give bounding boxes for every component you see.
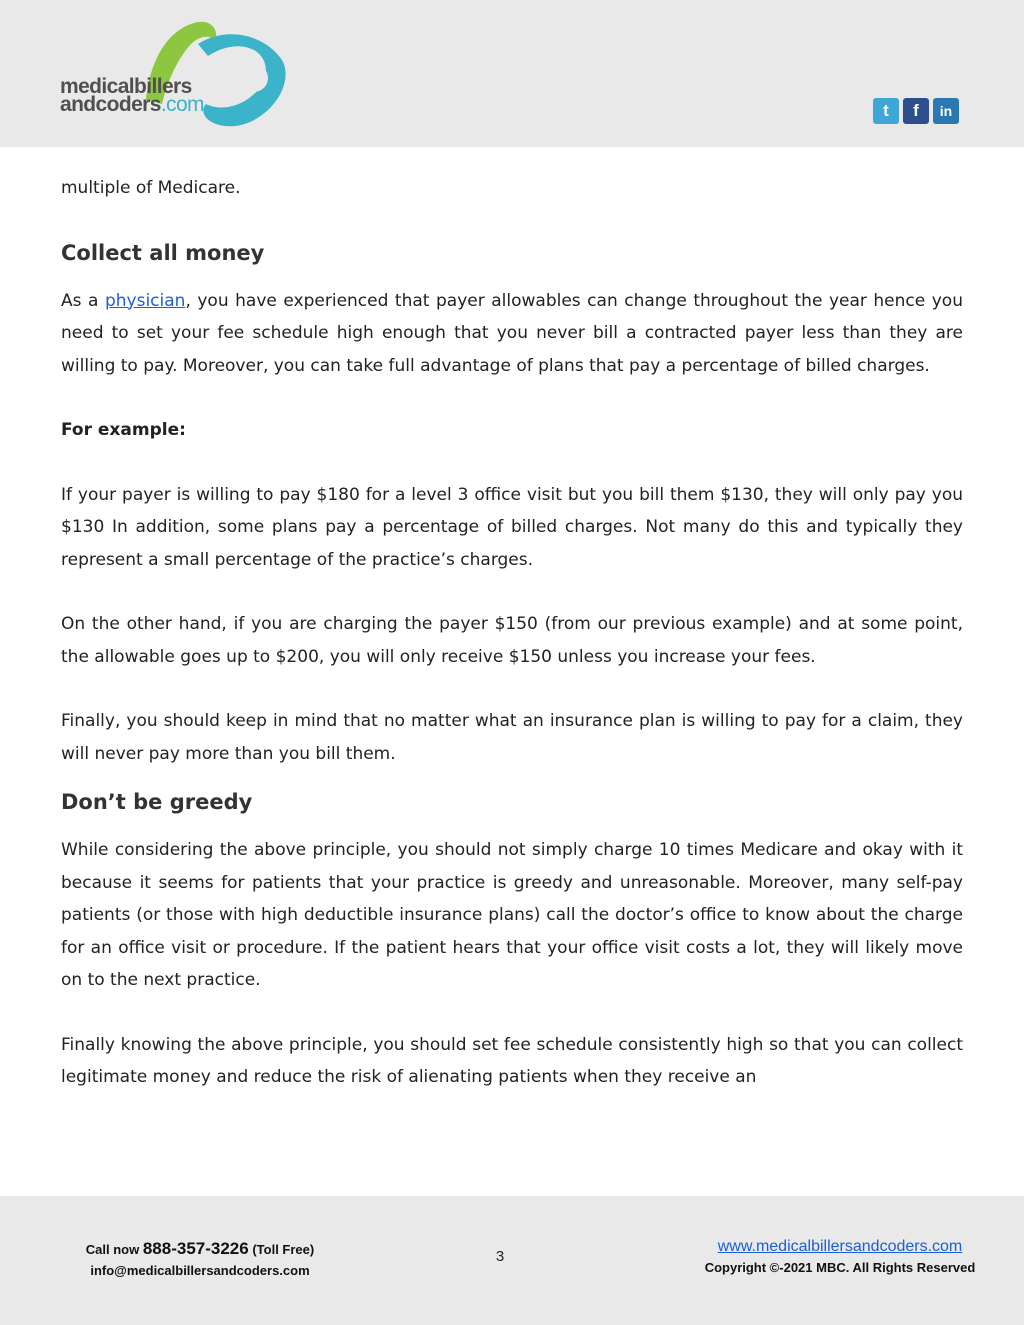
paragraph-physician — [61, 285, 963, 383]
company-logo[interactable] — [58, 20, 298, 132]
paragraph-final: Finally knowing the above principle, you should set fee schedule consistently high so that you can collect legitimate money and reduce the risk of alienating patients when they receive an — [61, 1034, 963, 1087]
website-link[interactable]: www.medicalbillersandcoders.com — [717, 1238, 963, 1255]
call-label: Call now — [85, 1242, 143, 1257]
page-number: 3 — [495, 1248, 505, 1265]
section-heading-greedy: Don’t be greedy — [61, 790, 253, 814]
section-heading-collect: Collect all money — [61, 240, 265, 265]
twitter-icon[interactable]: t — [873, 98, 899, 124]
linkedin-icon[interactable]: in — [933, 98, 959, 124]
toll-free-label: (Toll Free) — [248, 1242, 315, 1257]
physician-link[interactable]: physician — [104, 290, 186, 311]
footer-contact — [80, 1238, 320, 1281]
logo-dotcom: .com — [160, 93, 204, 116]
logo-line-1: medicalbillers — [60, 75, 192, 98]
logo-andcoders: andcoders — [60, 93, 161, 116]
document-body — [61, 172, 963, 1094]
paragraph-finally: Finally, you should keep in mind that no matter what an insurance plan is willing to pay for a claim, they will never pay more than you bill them. — [61, 711, 963, 764]
page-header — [0, 0, 1024, 147]
footer-email[interactable]: info@medicalbillersandcoders.com — [90, 1263, 310, 1278]
page-footer — [0, 1196, 1024, 1325]
logo-line-2 — [60, 93, 204, 116]
logo-wordmark — [60, 75, 204, 116]
example-label: For example: — [61, 420, 186, 440]
paragraph-physician-pre: As a — [61, 290, 105, 311]
social-links — [873, 98, 959, 124]
footer-call — [80, 1238, 320, 1260]
paragraph-greedy: While considering the above principle, you should not simply charge 10 times Medicare and okay with it because it seems for patients that your practice is greedy and unreasonable. Moreover, many self-pay patients (or those with high deductible insurance plans) call the doctor’s office to know about the charge for an office visit or procedure. If the patient hears that your office visit costs a lot, they will likely move on to the next practice. — [61, 840, 963, 990]
copyright-text: Copyright ©-2021 MBC. All Rights Reserved — [704, 1260, 976, 1275]
paragraph-continuation: multiple of Medicare. — [61, 178, 241, 198]
paragraph-physician-post: , you have experienced that payer allowables can change throughout the year hence you need to set your fee schedule high enough that you never bill a contracted payer less than they are willing to pay. Moreover, you can take full advantage of plans that pay a percentage of billed charges. — [61, 290, 963, 376]
footer-site — [700, 1236, 980, 1278]
phone-number[interactable]: 888-357-3226 — [142, 1239, 249, 1258]
paragraph-example: If your payer is willing to pay $180 for a level 3 office visit but you bill them $130, they will only pay you $130 In addition, some plans pay a percentage of billed charges. Not many do this and typically they represent a small percentage of the practice’s charges. — [61, 484, 963, 570]
paragraph-other-hand: On the other hand, if you are charging the payer $150 (from our previous example) and at some point, the allowable goes up to $200, you will only receive $150 unless you increase your fees. — [61, 614, 963, 667]
facebook-icon[interactable]: f — [903, 98, 929, 124]
